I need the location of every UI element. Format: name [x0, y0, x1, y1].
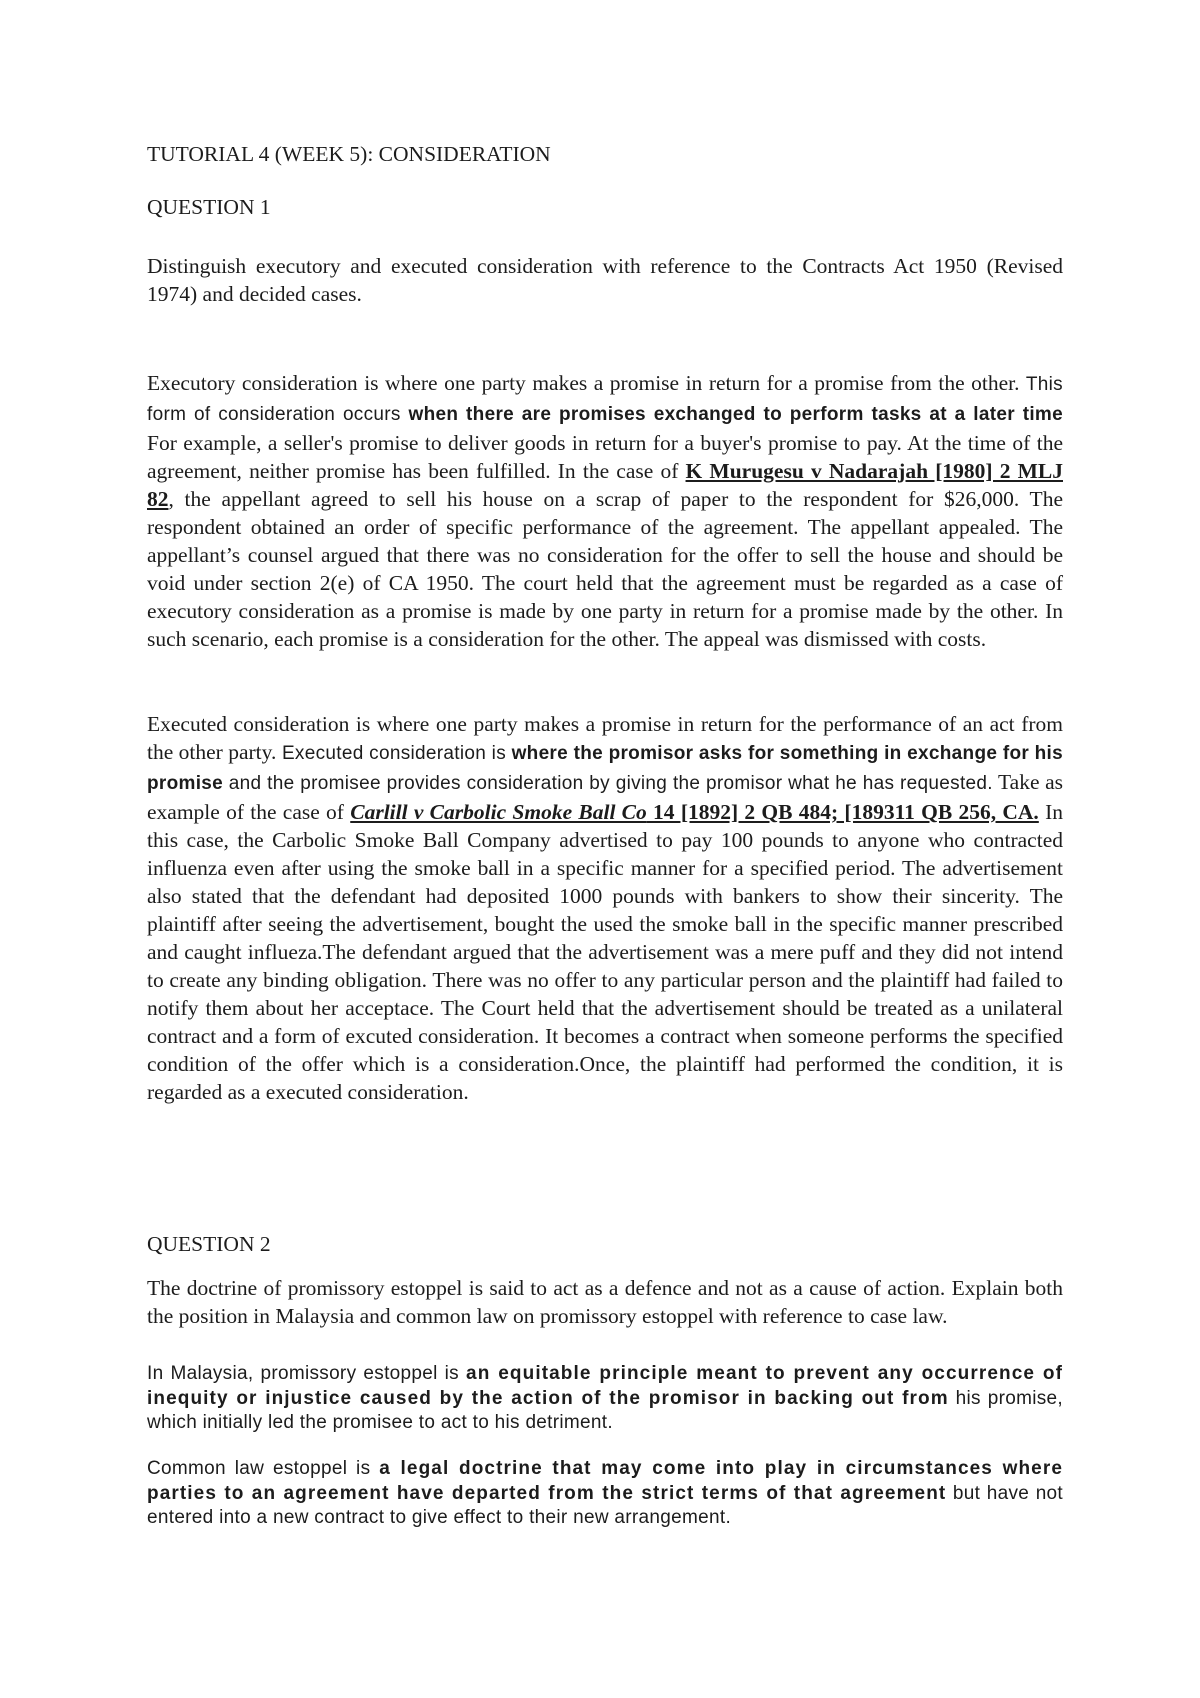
case-citation-murugesu: K Murugesu v Nadarajah [1980] 2 MLJ 82: [147, 459, 1063, 511]
executed-text-3: and the promisee provides consideration by giving the promisor what he has requested.: [223, 773, 993, 794]
executory-text-1: Executory consideration is where one party makes a promise in return for a promise from the other.: [147, 371, 1020, 395]
executed-text-5: In this case, the Carbolic Smoke Ball Company advertised to pay 100 pounds to anyone who contracted influenza even after using the smoke ball in a specific manner for a specified period. The advertisement also stated that the defendant had deposited 1000 pounds with bankers to show their sincerity. The plaintiff after seeing the advertisement, bought the used the smoke ball in the specific manner prescribed and caught influeza.The defendant argued that the advertisement was a mere puff and they did not intend to create any binding obligation. There was no offer to any particular person and the plaintiff had failed to notify them about her acceptace. The Court held that the advertisement should be treated as a unilateral contract and a form of excuted consideration. It becomes a contract when someone performs the specified condition of the offer which is a consideration.Once, the plaintiff had performed the condition, it is regarded as a executed consideration.: [147, 800, 1063, 1104]
executory-bold-text: when there are promises exchanged to perform tasks at a later time: [408, 404, 1063, 425]
executed-text-1: Executed consideration is where one party makes a promise in return for the performance of an act from the other party.: [147, 712, 1063, 764]
common-law-bold-text: a legal doctrine that may come into play in circumstances where parties to an agreement have departed from the strict terms of that agreement: [147, 1458, 1064, 1504]
page-title: TUTORIAL 4 (WEEK 5): CONSIDERATION: [147, 142, 551, 166]
malaysia-bold-text: an equitable principle meant to prevent any occurrence of inequity or injustice caused by the action of the promisor in backing out from: [147, 1363, 1063, 1409]
question-2-prompt: The doctrine of promissory estoppel is said to act as a defence and not as a cause of action. Explain both the position in Malaysia and common law on promissory estoppel with reference to case law.: [147, 1276, 1063, 1328]
executory-text-4: , the appellant agreed to sell his house on a scrap of paper to the respondent for $26,000. The respondent obtained an order of specific performance of the agreement. The appellant appealed. The appellant’s counsel argued that there was no consideration for the offer to sell the house and should be void under section 2(e) of CA 1950. The court held that the agreement must be regarded as a case of executory consideration as a promise is made by one party in return for a promise made by the other. In such scenario, each promise is a consideration for the other. The appeal was dismissed with costs.: [147, 487, 1063, 651]
question-1-prompt: Distinguish executory and executed consideration with reference to the Contracts Act 1950 (Revised 1974) and decided cases.: [147, 254, 1063, 306]
malaysia-text-2: his promise, which initially led the promisee to act to his detriment.: [147, 1387, 1063, 1433]
malaysia-promissory-estoppel-answer: [147, 1362, 1063, 1436]
executed-text-2: Executed consideration is: [276, 743, 512, 764]
executed-consideration-answer: [147, 710, 1063, 1106]
case-citation-carlill-reference: 14 [1892] 2 QB 484; [189311 QB 256, CA.: [646, 800, 1039, 824]
executed-text-4: Take as example of the case of: [147, 770, 1063, 824]
question-2-heading: QUESTION 2: [147, 1232, 271, 1256]
executory-text-2: This form of consideration occurs: [147, 374, 1063, 425]
common-law-text-2: but have not entered into a new contract to give effect to their new arrangement.: [147, 1482, 1064, 1528]
question-1-heading: QUESTION 1: [147, 195, 271, 219]
executory-text-3: For example, a seller's promise to deliver goods in return for a buyer's promise to pay. At the time of the agreement, neither promise has been fulfilled. In the case of: [147, 431, 1063, 483]
executed-bold-text: where the promisor asks for something in exchange for his promise: [147, 743, 1063, 794]
executory-consideration-answer: [147, 369, 1063, 653]
common-law-estoppel-answer: [147, 1457, 1063, 1531]
malaysia-text-1: In Malaysia, promissory estoppel is: [147, 1363, 467, 1384]
case-citation-carlill: Carlill v Carbolic Smoke Ball Co: [350, 800, 647, 824]
common-law-text-1: Common law estoppel is: [147, 1458, 380, 1479]
